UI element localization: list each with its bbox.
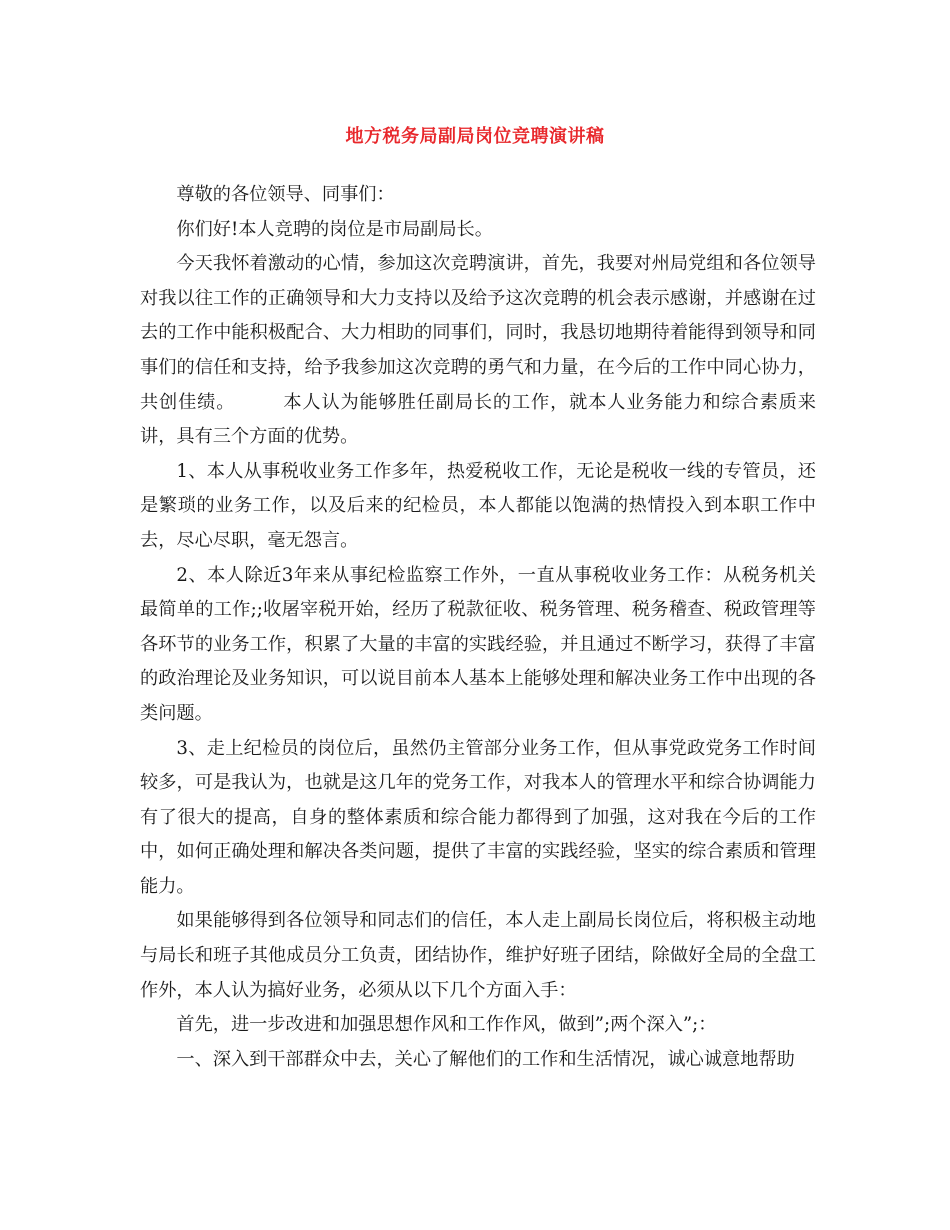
paragraph-point-1: 一、深入到干部群众中去，关心了解他们的工作和生活情况，诚心诚意地帮助 — [176, 1048, 795, 1070]
paragraph-greeting: 你们好!本人竞聘的岗位是市局副局长。 — [176, 218, 493, 240]
document-title: 地方税务局副局岗位竞聘演讲稿 — [345, 126, 605, 147]
paragraph-plan: 如果能够得到各位领导和同志们的信任，本人走上副局长岗位后，将积极主动地与局长和班子其他成员分工负责，团结协作，维护好班子团结，除做好全局的全盘工作外，本人认为搞好业务，必须从以下几个方面入手： — [140, 910, 816, 1001]
paragraph-salutation: 尊敬的各位领导、同事们： — [176, 184, 395, 205]
paragraph-intro: 今天我怀着激动的心情，参加这次竞聘演讲，首先，我要对州局党组和各位领导对我以往工作的正确领导和大力支持以及给予这次竞聘的机会表示感谢，并感谢在过去的工作中能积极配合、大力相助的同事们，同时，我恳切地期待着能得到领导和同事们的信任和支持，给予我参加这次竞聘的勇气和力量，在今后的工作中同心协力，共创佳绩。 本人认为能够胜任副局长的工作，就本人业务能力和综合素质来讲，具有三个方面的优势。 — [140, 253, 816, 448]
paragraph-advantage-3: 3、走上纪检员的岗位后，虽然仍主管部分业务工作，但从事党政党务工作时间较多，可是我认为，也就是这几年的党务工作，对我本人的管理水平和综合协调能力有了很大的提高，自身的整体素质和综合能力都得到了加强，这对我在今后的工作中，如何正确处理和解决各类问题，提供了丰富的实践经验，坚实的综合素质和管理能力。 — [140, 737, 816, 897]
paragraph-advantage-2: 2、本人除近3年来从事纪检监察工作外，一直从事税收业务工作：从税务机关最简单的工作;;收屠宰税开始，经历了税款征收、税务管理、税务稽查、税政管理等各环节的业务工作，积累了大量的丰富的实践经验，并且通过不断学习，获得了丰富的政治理论及业务知识，可以说目前本人基本上能够处理和解决业务工作中出现的各类问题。 — [140, 564, 816, 724]
paragraph-first: 首先，进一步改进和加强思想作风和工作作风，做到”;两个深入”;： — [176, 1014, 717, 1036]
paragraph-advantage-1: 1、本人从事税收业务工作多年，热爱税收工作，无论是税收一线的专管员，还是繁琐的业务工作，以及后来的纪检员，本人都能以饱满的热情投入到本职工作中去，尽心尽职，毫无怨言。 — [140, 460, 816, 551]
document-body — [140, 178, 816, 1077]
